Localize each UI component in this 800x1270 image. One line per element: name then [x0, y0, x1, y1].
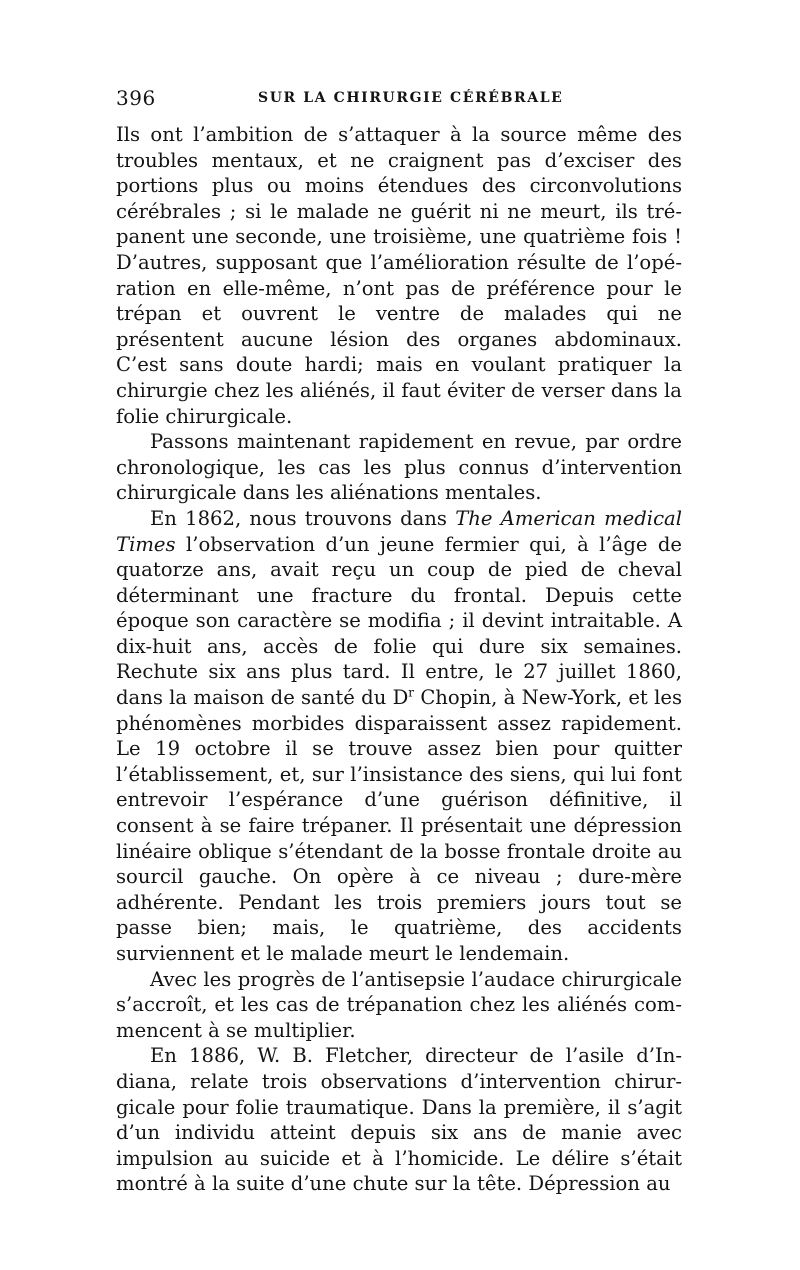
paragraph-5: En 1886, W. B. Fletcher, directeur de l’asile d’Indiana, relate trois observations d’intervention chirurgicale pour folie traumatique. Dans la première, il s’agit d’un individu atteint depuis six ans de manie avec impulsion au suicide et à l’homicide. Le délire s’était montré à la suite d’une chute sur la tête. Dépression au	[116, 1044, 682, 1196]
paragraph-3	[116, 506, 682, 967]
paragraph-2: Passons maintenant rapidement en revue, par ordre chronologique, les cas les plus connus d’intervention chirurgicale dans les aliénations mentales.	[116, 430, 682, 505]
body-text	[116, 122, 682, 1197]
book-page	[116, 86, 682, 1197]
page-number: 396	[116, 86, 156, 110]
paragraph-4: Avec les progrès de l’antisepsie l’audace chirurgicale s’accroît, et les cas de trépanation chez les aliénés commencent à se multiplier.	[116, 967, 682, 1042]
doctor-abbrev-superscript: r	[408, 685, 415, 700]
running-title: SUR LA CHIRURGIE CÉRÉBRALE	[258, 90, 564, 106]
journal-title: The American medical Times	[116, 506, 682, 556]
paragraph-3-conclusion: Chopin, à New-York, et les phénomènes morbides disparaissent assez rapidement. Le 19 octobre il se trouve assez bien pour quitter l’établissement, et, sur l’insistance des siens, qui lui font entrevoir l’espérance d’une guérison définitive, il consent à se faire trépaner. Il présentait une dépression linéaire oblique s’étendant de la bosse frontale droite au sourcil gauche. On opère à ce niveau ; dure-mère adhérente. Pendant les trois premiers jours tout se passe bien; mais, le quatrième, des accidents surviennent et le malade meurt le lendemain.	[116, 686, 682, 965]
paragraph-1: Ils ont l’ambition de s’attaquer à la source même des troubles mentaux, et ne craignent pas d’exciser des portions plus ou moins étendues des circonvolutions cérébrales ; si le malade ne guérit ni ne meurt, ils trépanent une seconde, une troisième, une quatrième fois ! D’autres, supposant que l’amélioration résulte de l’opération en elle-même, n’ont pas de préférence pour le trépan et ouvrent le ventre de malades qui ne présentent aucune lésion des organes abdominaux. C’est sans doute hardi; mais en voulant pratiquer la chirurgie chez les aliénés, il faut éviter de verser dans la folie chirurgicale.	[116, 123, 682, 428]
page-header	[116, 86, 682, 118]
paragraph-3-intro: En 1862, nous trouvons dans	[150, 506, 456, 530]
paragraph-3-body: l’observation d’un jeune fermier qui, à l’âge de quatorze ans, avait reçu un coup de pied de cheval déterminant une fracture du frontal. Depuis cette époque son caractère se modifia ; il devint intraitable. A dix-huit ans, accès de folie qui dure six semaines. Rechute six ans plus tard. Il entre, le 27 juillet 1860, dans la maison de santé du D	[116, 532, 682, 710]
